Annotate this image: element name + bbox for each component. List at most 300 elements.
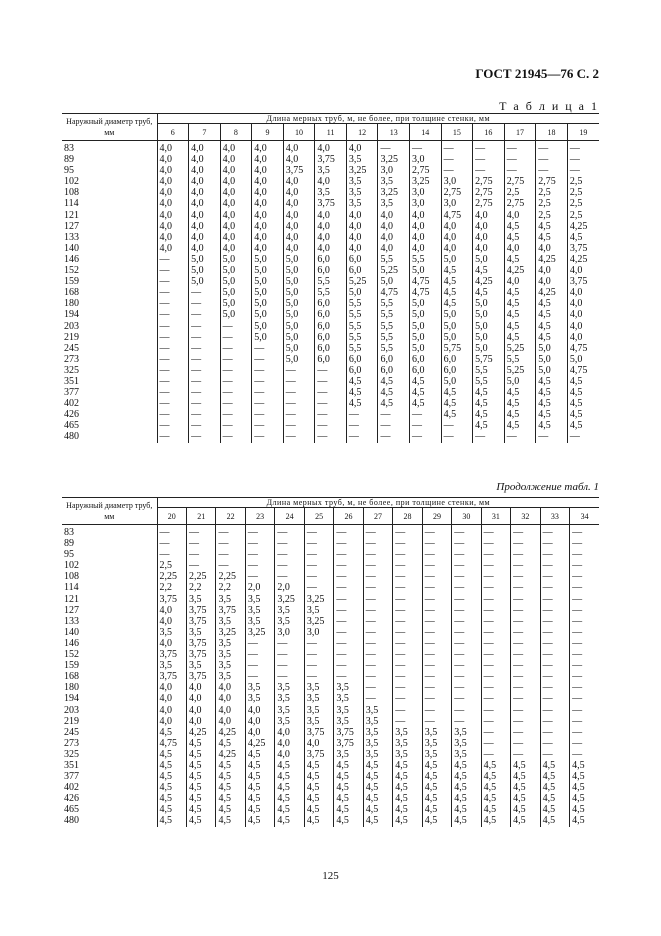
value-cell: 4,0 <box>283 243 315 254</box>
value-cell: — <box>393 560 422 571</box>
column-header: 26 <box>334 508 363 525</box>
value-cell: 5,0 <box>283 254 315 265</box>
value-cell: — <box>334 671 363 682</box>
value-cell: — <box>570 538 600 549</box>
value-cell: — <box>570 582 600 593</box>
value-cell: 2,5 <box>536 198 568 209</box>
table2-caption: Продолжение табл. 1 <box>496 481 599 493</box>
value-cell: 4,0 <box>567 321 599 332</box>
diameter-cell: 203 <box>62 705 157 716</box>
value-cell: — <box>540 749 569 760</box>
value-cell: 4,5 <box>186 815 215 826</box>
value-cell: — <box>504 141 536 155</box>
value-cell: 3,5 <box>304 693 333 704</box>
value-cell: — <box>452 682 481 693</box>
value-cell: 4,5 <box>304 771 333 782</box>
value-cell: — <box>334 560 363 571</box>
value-cell: 5,5 <box>315 276 347 287</box>
value-cell: 4,0 <box>252 187 284 198</box>
value-cell: — <box>393 525 422 539</box>
value-cell: 4,5 <box>159 771 172 783</box>
value-cell: 3,5 <box>216 671 245 682</box>
value-cell: 4,0 <box>378 221 410 232</box>
value-cell: 4,5 <box>473 409 505 420</box>
value-cell: 4,0 <box>346 210 378 221</box>
diameter-cell: 351 <box>62 760 157 771</box>
value-cell: 4,0 <box>473 221 505 232</box>
value-cell: 3,25 <box>275 594 304 605</box>
value-cell: 4,5 <box>567 409 599 420</box>
value-cell: — <box>536 154 568 165</box>
value-cell: 5,0 <box>252 309 284 320</box>
value-cell: 2,75 <box>473 187 505 198</box>
diameter-cell: 180 <box>62 298 157 309</box>
value-cell: — <box>570 571 600 582</box>
value-cell: — <box>567 165 599 176</box>
value-cell: — <box>481 594 510 605</box>
value-cell: 6,0 <box>315 321 347 332</box>
table-row <box>62 176 599 187</box>
value-cell: — <box>570 525 600 539</box>
value-cell: 4,75 <box>410 287 442 298</box>
value-cell: 4,5 <box>304 804 333 815</box>
value-cell: 5,0 <box>252 254 284 265</box>
value-cell: 3,75 <box>159 593 177 605</box>
value-cell: 4,5 <box>473 265 505 276</box>
value-cell: 5,0 <box>504 376 536 387</box>
value-cell: 4,5 <box>363 771 392 782</box>
value-cell: — <box>189 376 221 387</box>
value-cell: 3,25 <box>410 176 442 187</box>
value-cell: — <box>304 538 333 549</box>
value-cell: 4,5 <box>536 376 568 387</box>
value-cell: — <box>220 420 252 431</box>
value-cell: — <box>511 727 540 738</box>
value-cell: — <box>220 398 252 409</box>
value-cell: 4,0 <box>220 165 252 176</box>
value-cell: 5,0 <box>378 276 410 287</box>
value-cell: 4,0 <box>410 232 442 243</box>
value-cell: 3,5 <box>346 154 378 165</box>
value-cell: 4,0 <box>159 615 172 627</box>
value-cell: 4,0 <box>536 243 568 254</box>
page-number: 125 <box>322 870 339 882</box>
diameter-cell: 325 <box>62 365 157 376</box>
value-cell: 5,25 <box>378 265 410 276</box>
table-row <box>62 638 599 649</box>
value-cell: 3,5 <box>216 660 245 671</box>
value-cell: — <box>363 538 392 549</box>
value-cell: 4,5 <box>186 804 215 815</box>
value-cell: — <box>334 616 363 627</box>
diameter-cell: 245 <box>62 343 157 354</box>
value-cell: 4,5 <box>504 387 536 398</box>
value-cell: 4,0 <box>189 187 221 198</box>
value-cell: — <box>363 693 392 704</box>
value-cell: 4,0 <box>410 221 442 232</box>
value-cell: 3,75 <box>304 727 333 738</box>
value-cell: 4,5 <box>159 793 172 805</box>
value-cell: 3,25 <box>378 154 410 165</box>
value-cell: — <box>422 716 451 727</box>
value-cell: 2,75 <box>441 187 473 198</box>
value-cell: 5,0 <box>283 354 315 365</box>
value-cell: — <box>511 582 540 593</box>
value-cell: 4,5 <box>504 409 536 420</box>
value-cell: 5,5 <box>410 254 442 265</box>
value-cell: 3,5 <box>378 176 410 187</box>
value-cell: 4,5 <box>570 804 600 815</box>
value-cell: 4,0 <box>159 165 173 177</box>
value-cell: 4,0 <box>315 232 347 243</box>
value-cell: 4,0 <box>186 682 215 693</box>
value-cell: 3,5 <box>304 682 333 693</box>
value-cell: — <box>504 431 536 442</box>
value-cell: — <box>304 560 333 571</box>
value-cell: 4,5 <box>570 760 600 771</box>
value-cell: — <box>189 321 221 332</box>
table-row <box>62 332 599 343</box>
value-cell: 4,0 <box>189 232 221 243</box>
value-cell: — <box>363 649 392 660</box>
value-cell: 4,5 <box>159 815 172 827</box>
value-cell: 4,5 <box>567 376 599 387</box>
value-cell: 4,5 <box>378 398 410 409</box>
table-row <box>62 749 599 760</box>
value-cell: — <box>570 660 600 671</box>
value-cell: — <box>189 420 221 431</box>
value-cell: 3,5 <box>422 749 451 760</box>
value-cell: 3,75 <box>216 605 245 616</box>
value-cell: — <box>540 671 569 682</box>
value-cell: 3,5 <box>452 727 481 738</box>
value-cell: — <box>304 671 333 682</box>
value-cell: — <box>481 649 510 660</box>
table-row <box>62 705 599 716</box>
value-cell: — <box>220 376 252 387</box>
value-cell: 4,5 <box>346 398 378 409</box>
value-cell: 5,0 <box>283 309 315 320</box>
diameter-header: Наружный диаметр труб, мм <box>62 498 157 525</box>
table-row <box>62 321 599 332</box>
value-cell: — <box>540 582 569 593</box>
value-cell: 4,5 <box>441 287 473 298</box>
value-cell: 4,75 <box>441 210 473 221</box>
value-cell: 3,5 <box>346 176 378 187</box>
diameter-cell: 245 <box>62 727 157 738</box>
value-cell: 6,0 <box>346 265 378 276</box>
diameter-cell: 325 <box>62 749 157 760</box>
value-cell: 2,5 <box>536 187 568 198</box>
value-cell: 4,0 <box>378 210 410 221</box>
value-cell: 4,5 <box>363 793 392 804</box>
value-cell: 5,0 <box>283 265 315 276</box>
value-cell: 4,0 <box>252 165 284 176</box>
value-cell: 4,0 <box>159 704 172 716</box>
value-cell: 5,0 <box>252 287 284 298</box>
table-row <box>62 560 599 571</box>
value-cell: 4,0 <box>252 221 284 232</box>
table-row <box>62 616 599 627</box>
value-cell: — <box>363 638 392 649</box>
column-header: 8 <box>220 124 252 141</box>
value-cell: — <box>452 571 481 582</box>
value-cell: — <box>481 660 510 671</box>
value-cell: — <box>378 409 410 420</box>
value-cell: — <box>315 387 347 398</box>
value-cell: 4,0 <box>216 693 245 704</box>
value-cell: 4,5 <box>422 771 451 782</box>
value-cell: 4,5 <box>452 815 481 826</box>
table-row <box>62 660 599 671</box>
value-cell: — <box>378 420 410 431</box>
column-header: 15 <box>441 124 473 141</box>
value-cell: 5,0 <box>473 332 505 343</box>
value-cell: 4,5 <box>216 771 245 782</box>
value-cell: — <box>252 398 284 409</box>
diameter-cell: 108 <box>62 187 157 198</box>
diameter-cell: 159 <box>62 660 157 671</box>
table-row <box>62 793 599 804</box>
value-cell: 3,25 <box>304 594 333 605</box>
value-cell: — <box>481 671 510 682</box>
value-cell: — <box>481 716 510 727</box>
value-cell: — <box>220 332 252 343</box>
value-cell: — <box>393 705 422 716</box>
diameter-cell: 89 <box>62 538 157 549</box>
value-cell: 6,0 <box>315 332 347 343</box>
value-cell: — <box>346 420 378 431</box>
value-cell: 6,0 <box>378 365 410 376</box>
value-cell: — <box>393 716 422 727</box>
value-cell: 4,5 <box>186 793 215 804</box>
value-cell: — <box>481 627 510 638</box>
value-cell: 4,5 <box>186 782 215 793</box>
value-cell: — <box>481 616 510 627</box>
table-row <box>62 760 599 771</box>
diameter-cell: 465 <box>62 804 157 815</box>
value-cell: 4,0 <box>275 738 304 749</box>
value-cell: 4,0 <box>186 693 215 704</box>
value-cell: 3,5 <box>393 727 422 738</box>
value-cell: 6,0 <box>346 365 378 376</box>
value-cell: — <box>245 671 274 682</box>
value-cell: 3,75 <box>186 638 215 649</box>
value-cell: — <box>422 660 451 671</box>
value-cell: — <box>220 387 252 398</box>
column-header: 6 <box>157 124 189 141</box>
value-cell: — <box>189 287 221 298</box>
value-cell: 4,5 <box>540 793 569 804</box>
value-cell: 4,0 <box>252 141 284 155</box>
value-cell: 2,5 <box>536 210 568 221</box>
column-header: 20 <box>157 508 186 525</box>
value-cell: — <box>159 527 170 538</box>
value-cell: 2,0 <box>275 582 304 593</box>
diameter-cell: 146 <box>62 254 157 265</box>
value-cell: — <box>540 738 569 749</box>
diameter-cell: 219 <box>62 332 157 343</box>
diameter-cell: 114 <box>62 582 157 593</box>
value-cell: 4,0 <box>283 210 315 221</box>
value-cell: 3,75 <box>283 165 315 176</box>
value-cell: — <box>334 571 363 582</box>
table-row <box>62 287 599 298</box>
value-cell: 4,75 <box>159 737 177 749</box>
value-cell: 4,5 <box>452 804 481 815</box>
value-cell: 5,0 <box>252 276 284 287</box>
value-cell: 6,0 <box>315 254 347 265</box>
value-cell: 4,5 <box>536 232 568 243</box>
value-cell: 3,5 <box>363 727 392 738</box>
column-header: 31 <box>481 508 510 525</box>
value-cell: 4,25 <box>536 287 568 298</box>
value-cell: — <box>511 705 540 716</box>
value-cell: 3,5 <box>275 693 304 704</box>
value-cell: 3,25 <box>304 616 333 627</box>
column-header: 34 <box>570 508 600 525</box>
value-cell: 4,5 <box>245 760 274 771</box>
value-cell: 4,5 <box>275 815 304 826</box>
value-cell: — <box>422 538 451 549</box>
value-cell: 3,75 <box>567 243 599 254</box>
value-cell: — <box>159 320 170 332</box>
value-cell: 3,5 <box>216 649 245 660</box>
value-cell: — <box>189 387 221 398</box>
diameter-cell: 146 <box>62 638 157 649</box>
value-cell: 4,0 <box>189 154 221 165</box>
value-cell: 3,0 <box>410 154 442 165</box>
value-cell: 4,0 <box>536 265 568 276</box>
value-cell: 4,5 <box>422 804 451 815</box>
value-cell: — <box>570 627 600 638</box>
value-cell: 2,75 <box>536 176 568 187</box>
table-row <box>62 254 599 265</box>
value-cell: 4,5 <box>334 771 363 782</box>
value-cell: — <box>252 387 284 398</box>
value-cell: — <box>283 398 315 409</box>
value-cell: 4,5 <box>346 387 378 398</box>
value-cell: 4,75 <box>378 287 410 298</box>
value-cell: — <box>570 705 600 716</box>
value-cell: — <box>334 627 363 638</box>
value-cell: — <box>393 538 422 549</box>
value-cell: 4,5 <box>504 309 536 320</box>
value-cell: 4,5 <box>216 738 245 749</box>
value-cell: 4,0 <box>159 231 173 243</box>
value-cell: — <box>473 154 505 165</box>
column-header: 27 <box>363 508 392 525</box>
value-cell: 2,0 <box>245 582 274 593</box>
value-cell: 3,5 <box>315 187 347 198</box>
value-cell: — <box>393 638 422 649</box>
value-cell: 4,5 <box>245 749 274 760</box>
value-cell: 4,0 <box>346 141 378 155</box>
value-cell: 3,75 <box>159 649 177 661</box>
value-cell: 6,0 <box>410 354 442 365</box>
value-cell: 3,5 <box>315 165 347 176</box>
value-cell: 2,2 <box>216 582 245 593</box>
value-cell: — <box>186 560 215 571</box>
table-row <box>62 782 599 793</box>
value-cell: — <box>275 560 304 571</box>
value-cell: — <box>245 549 274 560</box>
value-cell: — <box>189 365 221 376</box>
value-cell: — <box>540 594 569 605</box>
value-cell: 5,5 <box>378 254 410 265</box>
value-cell: 4,5 <box>441 387 473 398</box>
column-header: 21 <box>186 508 215 525</box>
value-cell: — <box>189 431 221 442</box>
value-cell: 5,0 <box>283 298 315 309</box>
value-cell: — <box>570 605 600 616</box>
value-cell: 4,5 <box>540 782 569 793</box>
value-cell: 5,0 <box>567 354 599 365</box>
diameter-cell: 140 <box>62 627 157 638</box>
diameter-cell: 402 <box>62 398 157 409</box>
value-cell: — <box>452 538 481 549</box>
value-cell: 2,75 <box>504 176 536 187</box>
value-cell: 4,5 <box>216 760 245 771</box>
value-cell: 5,0 <box>441 309 473 320</box>
value-cell: 4,0 <box>186 705 215 716</box>
value-cell: — <box>189 343 221 354</box>
value-cell: — <box>393 693 422 704</box>
value-cell: 5,0 <box>189 276 221 287</box>
value-cell: 3,5 <box>275 605 304 616</box>
value-cell: 4,0 <box>473 232 505 243</box>
value-cell: 5,5 <box>346 309 378 320</box>
value-cell: — <box>511 671 540 682</box>
value-cell: — <box>245 538 274 549</box>
value-cell: — <box>363 682 392 693</box>
value-cell: — <box>363 616 392 627</box>
diameter-cell: 102 <box>62 560 157 571</box>
value-cell: — <box>159 431 170 443</box>
value-cell: 4,0 <box>473 243 505 254</box>
value-cell: 4,5 <box>393 815 422 826</box>
value-cell: — <box>540 627 569 638</box>
table-row <box>62 210 599 221</box>
diameter-cell: 168 <box>62 287 157 298</box>
diameter-cell: 152 <box>62 649 157 660</box>
value-cell: 4,5 <box>536 398 568 409</box>
value-cell: 4,5 <box>452 793 481 804</box>
value-cell: 3,0 <box>275 627 304 638</box>
value-cell: 4,5 <box>504 287 536 298</box>
table-row <box>62 549 599 560</box>
value-cell: 4,0 <box>189 198 221 209</box>
value-cell: 4,75 <box>410 276 442 287</box>
diameter-cell: 159 <box>62 276 157 287</box>
value-cell: 4,5 <box>422 815 451 826</box>
value-cell: 4,0 <box>216 716 245 727</box>
value-cell: 4,25 <box>504 265 536 276</box>
value-cell: 4,5 <box>540 815 569 826</box>
value-cell: — <box>334 525 363 539</box>
value-cell: 4,5 <box>567 232 599 243</box>
value-cell: 4,0 <box>315 141 347 155</box>
value-cell: 3,5 <box>304 716 333 727</box>
diameter-cell: 480 <box>62 815 157 826</box>
value-cell: 5,0 <box>410 309 442 320</box>
table1-caption: Т а б л и ц а 1 <box>499 99 599 113</box>
value-cell: 3,5 <box>216 616 245 627</box>
value-cell: 3,5 <box>275 616 304 627</box>
table-row <box>62 141 599 155</box>
value-cell: 3,5 <box>245 594 274 605</box>
value-cell: 4,5 <box>346 376 378 387</box>
